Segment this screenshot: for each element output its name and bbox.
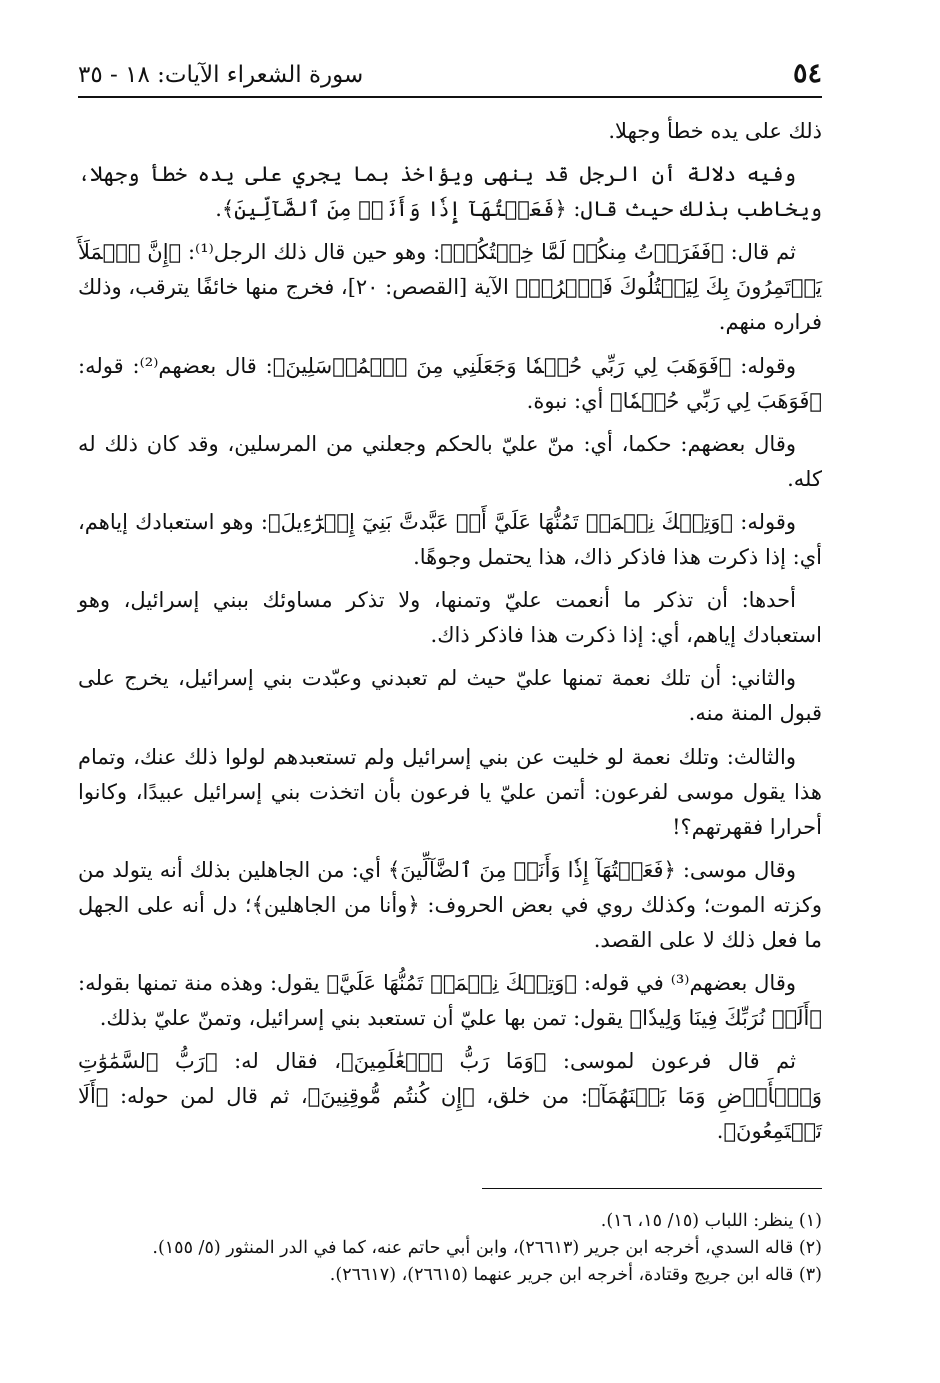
footnote-separator	[482, 1188, 822, 1189]
paragraph: وقال بعضهم: حكما، أي: منّ عليّ بالحكم وجعلني من المرسلين، وقد كان ذلك له كله.	[78, 431, 822, 491]
page-header	[78, 52, 822, 98]
footnote: (١) ينظر: اللباب (١٥/ ١٥، ١٦).	[600, 1211, 822, 1231]
page-number: ٥٤	[792, 58, 822, 89]
paragraph: وقوله: ﴿وَتِلۡكَ نِعۡمَةٞ تَمُنُّهَا عَلَيَّ أَنۡ عَبَّدتَّ بَنِيٓ إِسۡرَٰٓءِيلَ﴾: وهو استعبادك إياهم، أي: إذا ذكرت هذا فاذكر ذاك، هذا يحتمل وجوهًا.	[78, 509, 822, 570]
body-text	[78, 114, 822, 1158]
paragraph: ثم قال: ﴿فَفَرَرۡتُ مِنكُمۡ لَمَّا خِفۡتُكُمۡ﴾: وهو حين قال ذلك الرجل⁽¹⁾: ﴿إِنَّ ٱلۡمَلَأَ يَأۡتَمِرُونَ بِكَ لِيَقۡتُلُوكَ فَٱخۡرُجۡ﴾ الآية [القصص: ٢٠]، فخرج منها خائفًا يترقب، وذلك فراره منهم.	[78, 240, 822, 335]
paragraph: وقال موسى: ﴿فَعَلۡتُهَآ إِذٗا وَأَنَا۠ مِنَ ٱلضَّآلِّينَ﴾ أي: من الجاهلين بذلك أنه يتولد من وكزته الموت؛ وكذلك روي في بعض الحروف: ﴿وأنا من الجاهلين﴾؛ دل أنه على الجهل ما فعل ذلك لا على القصد.	[78, 857, 822, 952]
paragraph: ذلك على يده خطأ وجهلا.	[608, 119, 822, 143]
paragraph: ثم قال فرعون لموسى: ﴿وَمَا رَبُّ ٱلۡعَٰلَمِينَ﴾، فقال له: ﴿رَبُّ ٱلسَّمَٰوَٰتِ وَٱلۡأَرۡضِ وَمَا بَيۡنَهُمَآ﴾: من خلق، ﴿إِن كُنتُم مُّوقِنِينَ﴾، ثم قال لمن حوله: ﴿أَلَا تَسۡتَمِعُونَ﴾.	[78, 1049, 822, 1144]
footnotes	[78, 1208, 822, 1289]
paragraph: والثاني: أن تلك نعمة تمنها عليّ حيث لم تعبدني وعبّدت بني إسرائيل، يخرج على قبول المنة منه.	[78, 666, 822, 726]
paragraph: وقوله: ﴿فَوَهَبَ لِي رَبِّي حُكۡمٗا وَجَعَلَنِي مِنَ ٱلۡمُرۡسَلِينَ﴾: قال بعضهم⁽²⁾: قوله: ﴿فَوَهَبَ لِي رَبِّي حُكۡمٗا﴾ أي: نبوة.	[78, 353, 822, 413]
footnote: (٢) قاله السدي، أخرجه ابن جرير (٢٦٦١٣)، وابن أبي حاتم عنه، كما في الدر المنثور (٥/ ١٥٥).	[152, 1238, 822, 1258]
footnote: (٣) قاله ابن جريج وقتادة، أخرجه ابن جرير عنهما (٢٦٦١٥)، (٢٦٦١٧).	[329, 1265, 822, 1285]
paragraph: وفيه دلالة أن الرجل قد ينهى ويؤاخذ بما يجري على يده خطأ وجهلا، ويخاطب بذلك حيث قال: ﴿فَعَلۡتُهَآ إِذٗا وَأَنَا۠ مِنَ ٱلضَّآلِّينَ﴾.	[78, 162, 822, 222]
paragraph: أحدها: أن تذكر ما أنعمت عليّ وتمنها، ولا تذكر مساوئك ببني إسرائيل، وهو استعبادك إياهم، أي: إذا ذكرت هذا فاذكر ذاك.	[78, 588, 822, 648]
paragraph: والثالث: وتلك نعمة لو خليت عن بني إسرائيل ولم تستعبدهم لولوا ذلك عنك، وتمام هذا يقول موسى لفرعون: أتمن عليّ يا فرعون بأن اتخذت بني إسرائيل عبيدًا، وكانوا أحرارا فقهرتهم؟!	[78, 744, 822, 839]
paragraph: وقال بعضهم⁽³⁾ في قوله: ﴿وَتِلۡكَ نِعۡمَةٞ تَمُنُّهَا عَلَيَّ﴾ يقول: وهذه منة تمنها بقوله: ﴿أَلَمۡ نُرَبِّكَ فِينَا وَلِيدٗا﴾ يقول: تمن بها عليّ أن تستعبد بني إسرائيل، وتمنّ عليّ بذلك.	[78, 971, 822, 1031]
running-title: سورة الشعراء الآيات: ١٨ - ٣٥	[78, 62, 364, 88]
